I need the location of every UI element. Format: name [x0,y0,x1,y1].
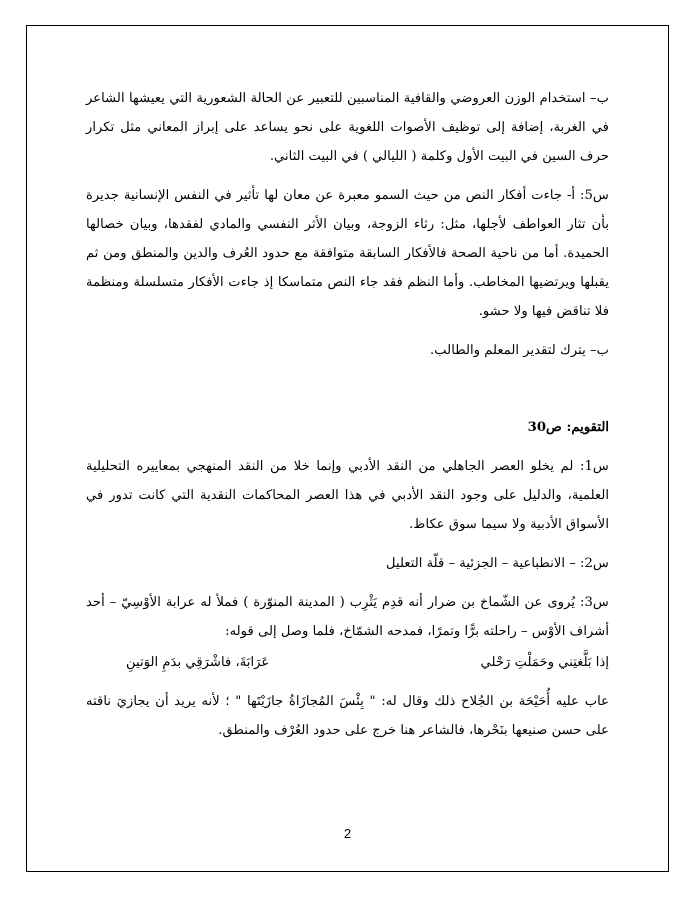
poetry-verse [86,648,609,677]
question-3-conclusion: عاب عليه أُحَيْحَة بن الجُلاح ذلك وقال له: " بِئْسَ المُجازَاةُ جازَيْتَها " ؛ لأنه يريد أن يجازيَ ناقته على حسن صنيعها بنَحْرها، فالشاعر هنا خرج على حدود العُرْف والمنطق. [86,694,609,738]
page-number: 2 [343,826,352,841]
answer-b-paragraph: ب– استخدام الوزن العروضي والقافية المناسبين للتعبير عن الحالة الشعورية التي يعيشها الشاعر في الغربة، إضافة إلى توظيف الأصوات اللغوية على نحو يساعد على إبراز المعاني مثل تكرار حرف السين في البيت الأول وكلمة ( الليالي ) في البيت الثاني. [86,91,609,164]
answer-s5b-paragraph: ب– يترك لتقدير المعلم والطالب. [430,343,609,358]
question-2-answer: س2: – الانطباعية – الجزئية – قلّة التعليل [386,556,609,571]
evaluation-heading [86,413,609,442]
evaluation-heading-page: 30 [527,420,546,435]
question-3-answer: س3: يُروى عن الشّماخ بن ضرار أنه قدِم يَثْرِب ( المدينة المنوّرة ) فملأ له عرابة الأوْسِيّ – أحد أشراف الأوْس – راحلته برًّا وتمرًا، فمدحه الشمّاخ، فلما وصل إلى قوله: [86,595,609,639]
verse-first-hemistich: إذا بَلَّغتِني وحَمَلْتِ رَحْلي [480,655,609,670]
answer-s5a-paragraph: س5: أ- جاءت أفكار النص من حيث السمو معبرة عن معان لها تأثير في النفس الإنسانية جديرة بأن تثار العواطف لأجلها، مثل: رثاء الزوجة، وبيان الأثر النفسي والمادي لفقدها، وبيان خصالها الحميدة. أما من ناحية الصحة فالأفكار السابقة متوافقة مع حدود العُرف والدين والمنطق ومن ثم يقبلها ويرتضيها المخاطب. وأما النظم فقد جاء النص متماسكا إذ جاءت الأفكار متسلسلة ومنظمة فلا تناقض فيها ولا حشو. [86,188,609,319]
document-body [86,84,609,745]
evaluation-heading-label: التقويم: ص [546,420,609,435]
question-1-answer: س1: لم يخلو العصر الجاهلي من النقد الأدبي وإنما خلا من النقد المنهجي بمعاييره التحليلية العلمية، والدليل على وجود النقد الأدبي في هذا العصر المحاكمات النقدية التي كانت تدور في الأسواق الأدبية ولا سيما سوق عكاظ. [86,459,609,532]
verse-second-hemistich: عَرَابَةَ، فاشْرَقِي بدَمِ الوَتينِ [126,655,270,670]
